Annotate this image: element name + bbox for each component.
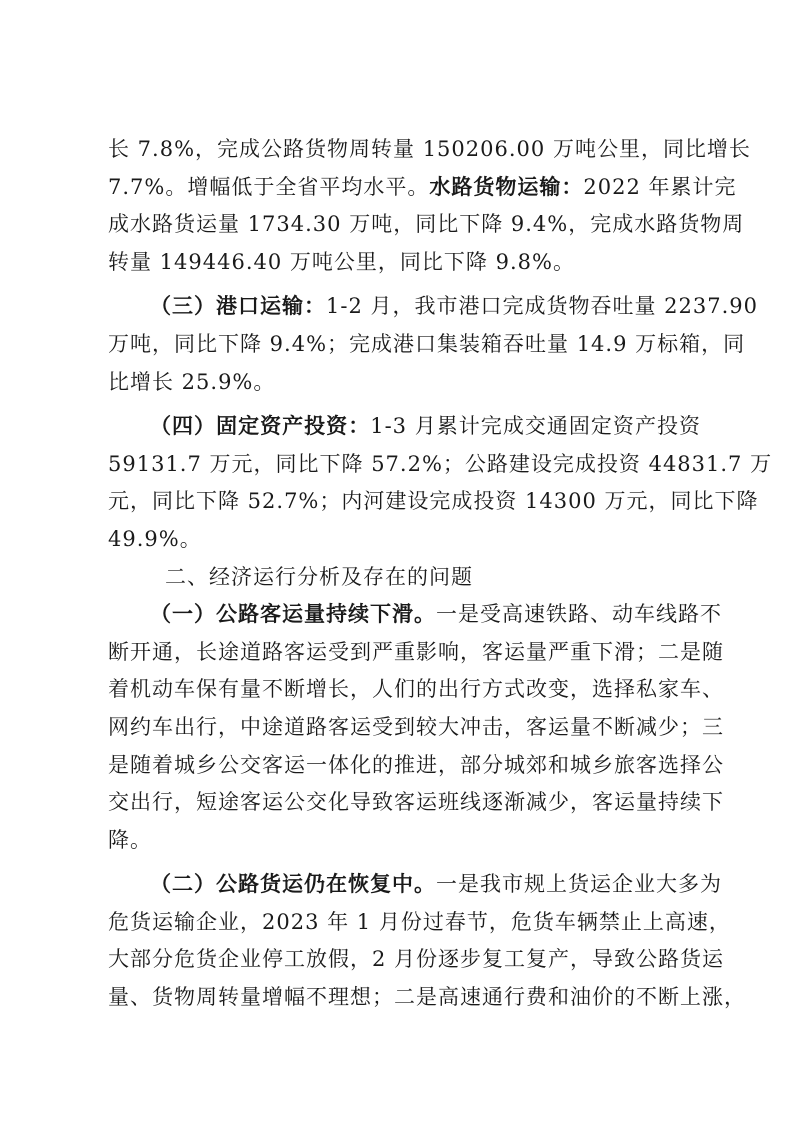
body-text: 是随着城乡公交客运一体化的推进，部分城郊和城乡旅客选择公: [108, 752, 724, 777]
text-line: [108, 671, 724, 709]
body-text: 交出行，短途客运公交化导致客运班线逐渐减少，客运量持续下: [108, 790, 724, 815]
body-text: 2022 年累计完: [583, 174, 737, 199]
body-text: 着机动车保有量不断增长，人们的出行方式改变，选择私家车、: [108, 677, 724, 702]
body-text: 1-3 月累计完成交通固定资产投资: [370, 414, 701, 439]
body-text: 长 7.8%，完成公路货物周转量 150206.00 万吨公里，同比增长: [108, 137, 751, 161]
section-heading: [108, 559, 701, 597]
body-text: 1-2 月，我市港口完成货物吞吐量 2237.90: [326, 294, 759, 319]
text-line: [108, 822, 701, 860]
paragraph: [108, 866, 746, 1016]
body-text: 大部分危货企业停工放假，2 月份逐步复工复产，导致公路货运: [108, 947, 725, 972]
text-line: [108, 483, 759, 521]
paragraph: [108, 288, 759, 401]
text-line: [108, 866, 722, 904]
text-line: [108, 634, 724, 672]
document-body: [108, 131, 773, 1017]
body-text: 断开通，长途道路客运受到严重影响，客运量严重下滑；二是随: [108, 639, 724, 664]
body-text: 59131.7 万元，同比下降 57.2%；公路建设完成投资 44831.7 万: [108, 451, 773, 476]
body-text: 二、经济运行分析及存在的问题: [165, 564, 473, 589]
body-text: 转量 149446.40 万吨公里，同比下降 9.8%。: [108, 249, 575, 274]
text-line: [108, 521, 701, 559]
body-text: 一是我市规上货运企业大多为: [436, 872, 722, 897]
text-line: [108, 131, 751, 169]
body-text: 成水路货运量 1734.30 万吨，同比下降 9.4%，完成水路货物周: [108, 212, 745, 237]
paragraph: [108, 596, 724, 859]
body-text: 元，同比下降 52.7%；内河建设完成投资 14300 万元，同比下降: [108, 489, 759, 514]
bold-lead-text: （一）公路客运量持续下滑。: [150, 602, 436, 627]
bold-lead-text: （三）港口运输：: [150, 294, 326, 319]
text-line: [108, 169, 737, 207]
text-line: [108, 326, 746, 364]
bold-lead-text: 水路货物运输：: [429, 174, 584, 199]
body-text: 降。: [108, 827, 152, 852]
text-line: [108, 244, 701, 282]
body-text: 万吨，同比下降 9.4%；完成港口集装箱吞吐量 14.9 万标箱，同: [108, 331, 746, 356]
body-text: 49.9%。: [108, 526, 202, 551]
text-line: [108, 979, 746, 1017]
text-line: [108, 559, 701, 597]
text-line: [108, 747, 724, 785]
body-text: 网约车出行，中途道路客运受到较大冲击，客运量不断减少；三: [108, 714, 724, 739]
body-text: 7.7%。增幅低于全省平均水平。: [108, 174, 430, 199]
bold-lead-text: （四）固定资产投资：: [150, 414, 371, 439]
text-line: [108, 206, 745, 244]
text-line: [108, 288, 759, 326]
text-line: [108, 596, 722, 634]
body-text: 一是受高速铁路、动车线路不: [436, 602, 722, 627]
text-line: [108, 784, 724, 822]
text-line: [108, 446, 773, 484]
text-line: [108, 709, 724, 747]
text-line: [108, 904, 731, 942]
text-line: [108, 364, 701, 402]
paragraph: [108, 131, 751, 281]
bold-lead-text: （二）公路货运仍在恢复中。: [150, 872, 436, 897]
text-line: [108, 408, 701, 446]
body-text: 量、货物周转量增幅不理想；二是高速通行费和油价的不断上涨，: [108, 985, 746, 1010]
body-text: 危货运输企业，2023 年 1 月份过春节，危货车辆禁止上高速，: [108, 909, 731, 934]
text-line: [108, 941, 725, 979]
paragraph: [108, 408, 773, 558]
body-text: 比增长 25.9%。: [108, 369, 276, 394]
